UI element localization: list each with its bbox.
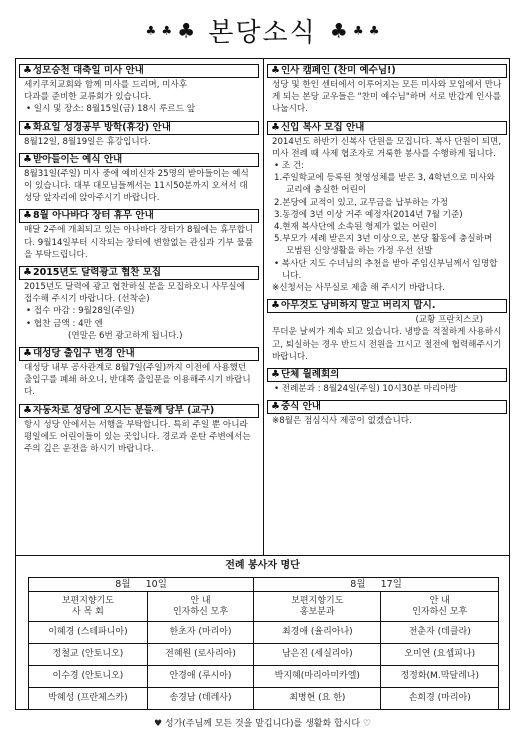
notice-section (19, 64, 259, 119)
club-icon: ♣ (271, 300, 280, 312)
club-icon: ♣ (161, 23, 173, 38)
notice-section (19, 209, 259, 264)
notice-line: 2015년도 달력에 광고 협찬하실 분을 모집하오니 사무실에 접수해 주시기 바랍니다. (선착순) (24, 282, 245, 305)
table-row (29, 644, 499, 666)
notice-line: 2014년도 하반기 신복사 단원을 모집니다. 복사 단원이 되면, 미사 전례 때 사제 협조자로 거룩한 봉사를 수행하게 됩니다. (272, 136, 502, 159)
notice-line: 2.본당에 교적이 있고, 교무금을 납부하는 가정 (274, 197, 449, 208)
notice-body (267, 414, 507, 430)
volunteer-name: 정철교 (안토니오) (29, 644, 148, 666)
bulletin-header (0, 12, 525, 52)
notice-body (19, 223, 259, 264)
notice-section (19, 121, 259, 151)
volunteer-name: 최병현 (요 한) (254, 688, 381, 710)
notice-body (267, 78, 507, 119)
volunteer-name: 전혜원 (로사리아) (147, 644, 253, 666)
notice-title (19, 266, 259, 280)
notice-title (267, 368, 507, 382)
notice-line: 성당 및 한인 센터에서 이루어지는 모든 미사와 모임에서 만나게 되는 본당 교우들은 "찬미 예수님"하며 서로 반갑게 인사를 나눕시다. (272, 80, 502, 115)
notice-line: • 접수 마감 : 9월28일(주일) (26, 306, 135, 317)
notice-section (267, 121, 507, 298)
notice-line: • 일시 및 장소: 8월15일(금) 18시 루르드 앞 (26, 104, 196, 115)
volunteer-name: 박혜성 (프란체스카) (29, 688, 148, 710)
club-icon: ♣ (23, 210, 32, 222)
notice-line: ※신청서는 사무실로 제출 해 주시기 바랍니다. (272, 283, 446, 294)
notice-title-text: 자동차로 성당에 오시는 분들께 당부 (교구) (32, 404, 215, 416)
notice-body (19, 78, 259, 119)
left-column (19, 64, 259, 460)
club-icon: ♣ (352, 23, 364, 38)
notice-body (267, 135, 507, 298)
notice-body (19, 418, 259, 459)
volunteer-name: 한초자 (마리아) (147, 622, 253, 644)
notice-body (267, 313, 507, 366)
notice-line: (연말은 6번 광고하게 됩니다.) (68, 330, 183, 341)
notice-title-text: 아무것도 낭비하지 말고 버리지 맙시. (280, 300, 436, 312)
club-icon: ♣ (271, 369, 280, 381)
notice-section (19, 404, 259, 459)
club-icon: ♣ (23, 348, 32, 360)
volunteer-name: 이수경 (안토니오) (29, 666, 148, 688)
notice-title (267, 400, 507, 414)
footer-motto: ♥ 성가(주님께 모든 것을 맡깁니다)를 생활화 합시다 ♡ (153, 719, 372, 729)
notice-line: • 복사단 지도 수녀님의 추천을 받아 주임신부님께서 임명합니다. (274, 258, 498, 281)
club-icon: ♣ (23, 267, 32, 279)
notice-line: 다과를 준비한 교류회가 있습니다. (24, 92, 152, 103)
week1-header: 8월 10일 (29, 578, 254, 592)
notice-title (19, 209, 259, 223)
club-icon: ♣ (271, 401, 280, 413)
notice-body (267, 382, 507, 398)
notice-title-text: 성모승천 대축일 미사 안내 (32, 65, 144, 76)
notice-line: 무더운 날씨가 계속 되고 있습니다. 냉방을 적절하게 사용하시고, 퇴실하는 경우 반드시 전원을 끄시고 절전에 협력해주시기 바랍니다. (272, 327, 502, 362)
notice-line: 세키쿠치교회와 함께 미사를 드리며, 미사후 (24, 80, 188, 90)
notice-line: (교황 프란치스코) (415, 315, 483, 326)
notice-line: • 전례분과 : 8월24일(주일) 10시30분 마리아방 (274, 384, 457, 395)
table-row (29, 666, 499, 688)
volunteer-name: 최경애 (율리아나) (254, 622, 381, 644)
notice-title (267, 64, 507, 78)
notice-line: 항시 성당 안에서는 서행을 부탁합니다. 특히 주일 뿐 아니라 평일에도 어린이들이 있는 곳입니다. 경로과 운탄 주변에서는 주의 깊은 운전을 하시기 바랍니다. (24, 419, 251, 455)
volunteer-name: 안경애 (루시아) (147, 666, 253, 688)
notice-section (267, 299, 507, 366)
role-header: 안 내 인자하신 모후 (381, 592, 499, 622)
duty-roster-table (28, 577, 499, 710)
notice-line: 8월31일(주일) 미사 중에 예비신자 25명의 받아들이는 예식이 있습니다. 대부 대모님들께서는 11시50분까지 오셔서 대성당 앞자리에 앉아주시기 바랍니다. (24, 168, 249, 204)
club-icon: ♣ (368, 23, 380, 38)
notice-title (19, 347, 259, 361)
notice-title-text: 받아들이는 예식 안내 (32, 153, 123, 165)
notice-section (19, 153, 259, 208)
club-icon: ♣ (271, 121, 280, 133)
duty-roster-title: 전례 봉사자 명단 (225, 560, 300, 571)
notice-line: 4.현재 복사단에 소속된 형제가 없는 어린이 (274, 222, 437, 233)
notice-section (19, 347, 259, 402)
volunteer-name: 송경남 (데레사) (147, 688, 253, 710)
notice-line: 매달 2주에 개최되고 있는 아나바다 장터가 8월에는 휴무합니다. 9월14일부터 시작되는 장터에 변함없는 관심과 기부 물품을 부탁드립니다. (24, 225, 254, 260)
role-header: 보편지향기도 홍보분과 (254, 592, 381, 622)
notice-line: 5.부모가 세례 받은지 3년 이상으로, 본당 활동에 충실하며 모범된 신앙생활을 하는 가정 우선 선발 (274, 234, 493, 257)
notice-title (267, 299, 507, 313)
notice-section (267, 368, 507, 398)
volunteer-name: 정정화(M.막달레나) (381, 666, 499, 688)
notice-line: 1.주일학교에 등록된 첫영성체를 받은 3, 4학년으로 미사와 교리에 충실한 어린이 (274, 173, 495, 196)
role-header: 안 내 인자하신 모후 (147, 592, 253, 622)
notice-line: ※8월은 점심식사 제공이 없겠습니다. (272, 416, 412, 427)
volunteer-name: 박지혜(마리아미카엘) (254, 666, 381, 688)
notice-line: 3.동경에 3년 이상 거주 예정자(2014년 7월 기준) (274, 209, 463, 220)
club-icon: ♣ (177, 18, 196, 43)
notice-title (19, 153, 259, 167)
week2-header: 8월 17일 (254, 578, 499, 592)
volunteer-name: 전춘자 (데클라) (381, 622, 499, 644)
notice-title-text: 2015년도 달력광고 협찬 모집 (32, 267, 162, 279)
page-title: 본당소식 (208, 18, 317, 48)
volunteer-name: 오미연 (요셉피나) (381, 644, 499, 666)
duty-roster (15, 556, 510, 710)
notice-line: • 협찬 금액 : 4만 엔 (26, 318, 103, 329)
notice-line: • 조 건: (274, 161, 305, 172)
notice-section (267, 64, 507, 119)
role-header: 보편지향기도 사 목 회 (29, 592, 148, 622)
notice-section (19, 266, 259, 345)
notice-body (19, 280, 259, 345)
club-icon: ♣ (23, 65, 32, 76)
club-icon: ♣ (23, 153, 32, 165)
right-column (267, 64, 507, 432)
notice-title-text: 신입 복사 모집 안내 (280, 121, 365, 133)
volunteer-name: 이혜경 (스테파니아) (29, 622, 148, 644)
notice-body (19, 361, 259, 402)
column-divider (263, 59, 264, 555)
notice-title-text: 대성당 출입구 변경 안내 (32, 348, 135, 360)
announcements-box (15, 58, 510, 556)
table-row (29, 622, 499, 644)
notice-body (19, 135, 259, 151)
notice-title-text: 8월 아나바다 장터 휴무 안내 (32, 210, 154, 222)
notice-line: 대성당 내부 공사관계로 8월7일(주일)까지 이전에 사용했던 출입구를 폐쇄 하오니, 반대쪽 출입문을 이용해주시기 바랍니다. (24, 363, 251, 398)
notice-section (267, 400, 507, 430)
notice-title-text: 인사 캠페인 (찬미 예수님!) (280, 65, 396, 76)
notice-title-text: 단체 월례회의 (280, 369, 340, 381)
volunteer-name: 손희경 (마리아) (381, 688, 499, 710)
volunteer-name: 남은진 (세실리아) (254, 644, 381, 666)
club-icon: ♣ (145, 23, 157, 38)
club-icon: ♣ (271, 65, 280, 76)
notice-title (19, 121, 259, 135)
notice-title (19, 64, 259, 78)
notice-title (19, 404, 259, 418)
notice-title-text: 중식 안내 (280, 401, 321, 413)
club-icon: ♣ (23, 121, 32, 133)
table-row (29, 688, 499, 710)
notice-title-text: 화요일 성경공부 방학(휴강) 안내 (32, 121, 171, 133)
club-icon: ♣ (23, 404, 32, 416)
notice-title (267, 121, 507, 135)
notice-line: 8월12일, 8월19일은 휴강입니다. (24, 136, 151, 147)
notice-body (19, 167, 259, 208)
club-icon: ♣ (329, 18, 348, 43)
